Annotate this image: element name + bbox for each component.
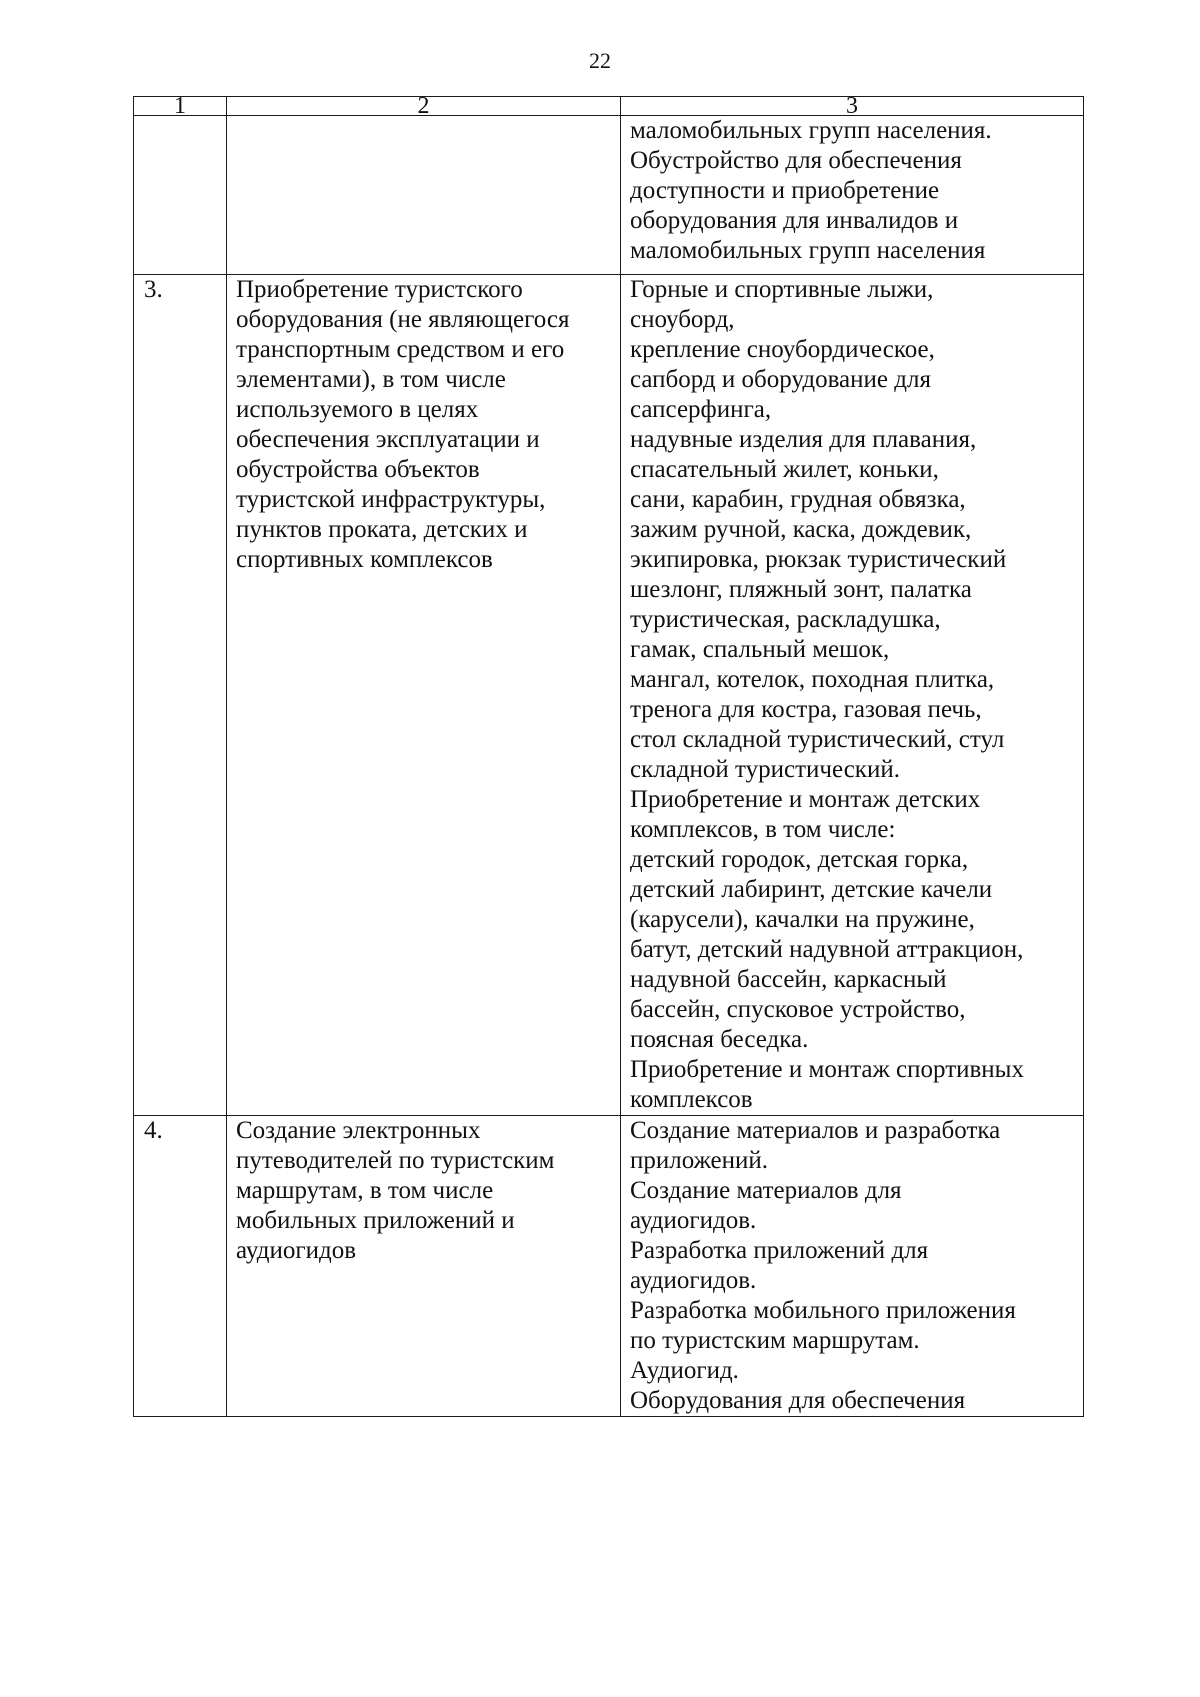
- row-number-cell: [134, 1116, 227, 1417]
- item-line: обустройства объектов: [236, 456, 480, 483]
- item-line: аудиогидов: [236, 1237, 357, 1264]
- details-line: комплексов, в том числе:: [630, 816, 896, 843]
- item-line: транспортным средством и его: [236, 336, 565, 363]
- row-number: 4.: [144, 1117, 163, 1144]
- header-cell-2: 2: [227, 97, 621, 116]
- header-row: [134, 97, 1084, 116]
- details-line: по туристским маршрутам.: [630, 1327, 920, 1354]
- details-line: тренога для костра, газовая печь,: [630, 696, 982, 723]
- item-line: туристской инфраструктуры,: [236, 486, 546, 513]
- details-line: Приобретение и монтаж детских: [630, 786, 981, 813]
- item-line: оборудования (не являющегося: [236, 306, 570, 333]
- details-line: оборудования для инвалидов и: [630, 207, 959, 234]
- header-cell-1: 1: [134, 97, 227, 116]
- item-cell: [227, 275, 621, 1116]
- item-line: Создание электронных: [236, 1117, 481, 1144]
- details-line: приложений.: [630, 1147, 769, 1174]
- item-line: используемого в целях: [236, 396, 479, 423]
- details-line: аудиогидов.: [630, 1267, 757, 1294]
- details-line: туристическая, раскладушка,: [630, 606, 941, 633]
- row-number-cell: [134, 275, 227, 1116]
- details-line: спасательный жилет, коньки,: [630, 456, 939, 483]
- details-line: зажим ручной, каска, дождевик,: [630, 516, 972, 543]
- table-row: [134, 1116, 1084, 1417]
- details-line: Аудиогид.: [630, 1357, 739, 1384]
- details-line: (карусели), качалки на пружине,: [630, 906, 975, 933]
- details-line: Разработка мобильного приложения: [630, 1297, 1016, 1324]
- item-line: спортивных комплексов: [236, 546, 493, 573]
- services-table: [133, 93, 1084, 1417]
- header-cell-3: 3: [621, 97, 1084, 116]
- details-line: мангал, котелок, походная плитка,: [630, 666, 995, 693]
- details-line: сапборд и оборудование для: [630, 366, 931, 393]
- details-line: поясная беседка.: [630, 1026, 809, 1053]
- item-line: пунктов проката, детских и: [236, 516, 528, 543]
- details-line: Создание материалов для: [630, 1177, 902, 1204]
- details-line: детский лабиринт, детские качели: [630, 876, 993, 903]
- item-cell: [227, 1116, 621, 1417]
- item-line: элементами), в том числе: [236, 366, 506, 393]
- details-line: Создание материалов и разработка: [630, 1117, 1001, 1144]
- details-line: надувные изделия для плавания,: [630, 426, 977, 453]
- details-line: Горные и спортивные лыжи,: [630, 276, 934, 303]
- item-line: мобильных приложений и: [236, 1207, 515, 1234]
- item-line: маршрутам, в том числе: [236, 1177, 494, 1204]
- details-cell: [621, 275, 1084, 1116]
- details-line: комплексов: [630, 1086, 753, 1113]
- details-cell: [621, 116, 1084, 275]
- details-line: стол складной туристический, стул: [630, 726, 1005, 753]
- details-line: маломобильных групп населения: [630, 237, 986, 264]
- details-line: бассейн, спусковое устройство,: [630, 996, 966, 1023]
- item-line: Приобретение туристского: [236, 276, 523, 303]
- details-line: Разработка приложений для: [630, 1237, 929, 1264]
- item-line: путеводителей по туристским: [236, 1147, 555, 1174]
- details-line: доступности и приобретение: [630, 177, 940, 204]
- table-row: [134, 116, 1084, 275]
- details-line: шезлонг, пляжный зонт, палатка: [630, 576, 972, 603]
- details-line: крепление сноубордическое,: [630, 336, 935, 363]
- details-line: батут, детский надувной аттракцион,: [630, 936, 1024, 963]
- details-line: сапсерфинга,: [630, 396, 772, 423]
- details-line: надувной бассейн, каркасный: [630, 966, 947, 993]
- details-line: складной туристический.: [630, 756, 900, 783]
- details-cell: [621, 1116, 1084, 1417]
- details-line: сноуборд,: [630, 306, 735, 333]
- details-line: аудиогидов.: [630, 1207, 757, 1234]
- row-number: 3.: [144, 276, 163, 303]
- item-cell: [227, 116, 621, 275]
- row-number-cell: [134, 116, 227, 275]
- details-line: Оборудования для обеспечения: [630, 1387, 966, 1414]
- details-line: гамак, спальный мешок,: [630, 636, 890, 663]
- details-line: сани, карабин, грудная обвязка,: [630, 486, 966, 513]
- item-line: обеспечения эксплуатации и: [236, 426, 540, 453]
- details-line: Приобретение и монтаж спортивных: [630, 1056, 1024, 1083]
- page-number: 22: [589, 48, 611, 73]
- details-line: маломобильных групп населения.: [630, 117, 992, 144]
- table-row: [134, 275, 1084, 1116]
- details-line: экипировка, рюкзак туристический: [630, 546, 1007, 573]
- details-line: детский городок, детская горка,: [630, 846, 969, 873]
- details-line: Обустройство для обеспечения: [630, 147, 962, 174]
